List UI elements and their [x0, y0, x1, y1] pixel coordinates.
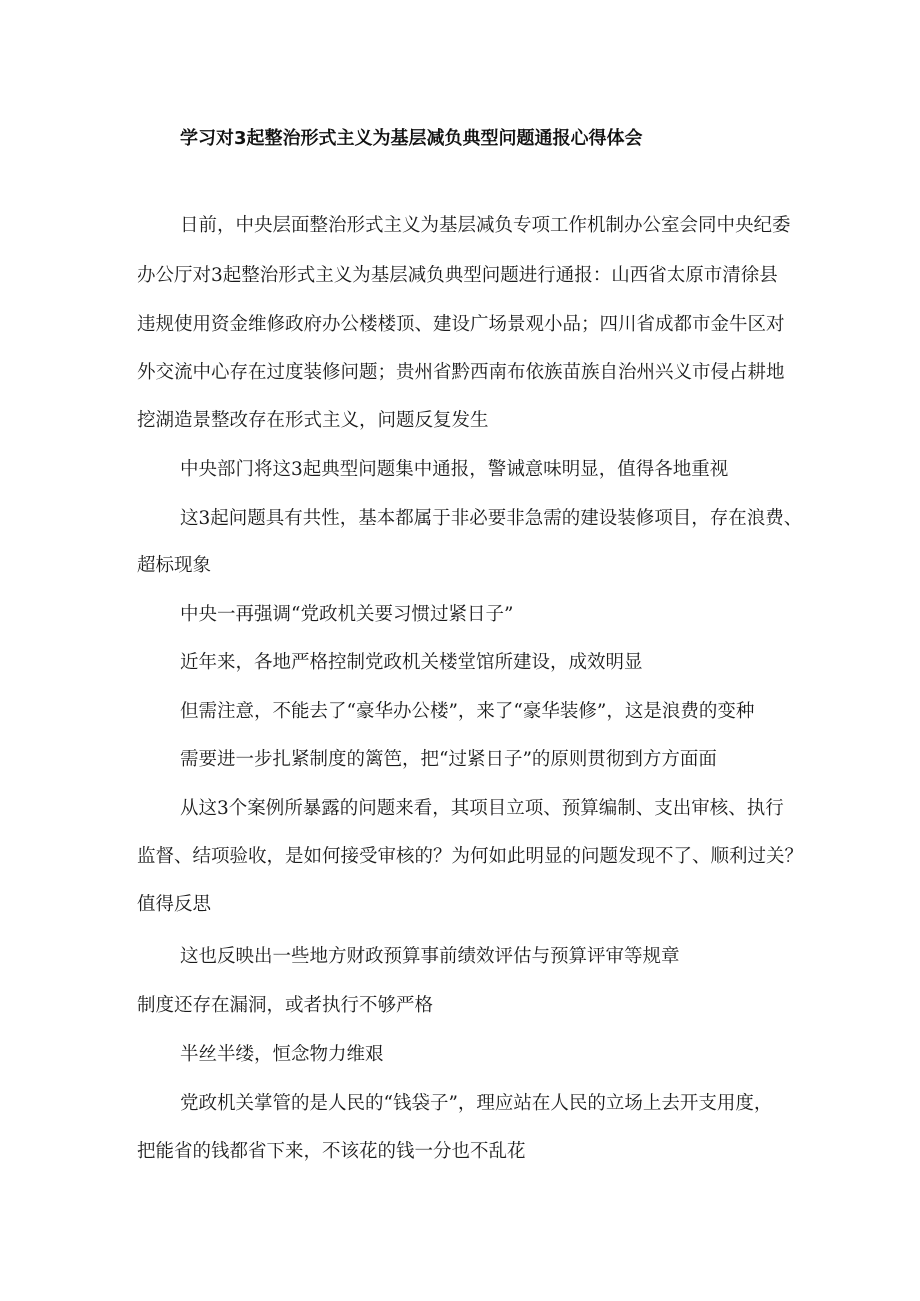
paragraph-line-9: 中央一再强调“党政机关要习惯过紧日子”: [180, 604, 514, 625]
paragraph-line-17: 制度还存在漏洞，或者执行不够严格: [137, 995, 434, 1016]
paragraph-line-18: 半丝半缕，恒念物力维艰: [180, 1044, 384, 1065]
paragraph-line-6: 中央部门将这3起典型问题集中通报，警诫意味明显，值得各地重视: [180, 459, 729, 480]
paragraph-line-2: 办公厅对3起整治形式主义为基层减负典型问题进行通报：山西省太原市清徐县: [137, 265, 778, 286]
paragraph-line-10: 近年来，各地严格控制党政机关楼堂馆所建设，成效明显: [180, 652, 643, 673]
paragraph-line-7: 这3起问题具有共性，基本都属于非必要非急需的建设装修项目，存在浪费、: [180, 508, 803, 529]
paragraph-line-8: 超标现象: [137, 555, 212, 576]
paragraph-line-13: 从这3个案例所暴露的问题来看，其项目立项、预算编制、支出审核、执行: [180, 798, 784, 819]
paragraph-line-20: 把能省的钱都省下来，不该花的钱一分也不乱花: [137, 1141, 526, 1162]
paragraph-line-5: 挖湖造景整改存在形式主义，问题反复发生: [137, 410, 489, 431]
paragraph-line-1: 日前，中央层面整治形式主义为基层减负专项工作机制办公室会同中央纪委: [180, 215, 791, 236]
paragraph-line-12: 需要进一步扎紧制度的篱笆，把“过紧日子”的原则贯彻到方方面面: [180, 749, 717, 770]
paragraph-line-16: 这也反映出一些地方财政预算事前绩效评估与预算评审等规章: [180, 946, 680, 967]
paragraph-line-15: 值得反思: [137, 894, 212, 915]
paragraph-line-19: 党政机关掌管的是人民的“钱袋子”，理应站在人民的立场上去开支用度，: [180, 1093, 773, 1114]
paragraph-line-11: 但需注意，不能去了“豪华办公楼”，来了“豪华装修”，这是浪费的变种: [180, 701, 755, 722]
paragraph-line-4: 外交流中心存在过度装修问题；贵州省黔西南布依族苗族自治州兴义市侵占耕地: [137, 362, 785, 383]
document-title: 学习对3起整治形式主义为基层减负典型问题通报心得体会: [180, 128, 643, 149]
paragraph-line-14: 监督、结项验收，是如何接受审核的？为何如此明显的问题发现不了、顺利过关？: [137, 846, 804, 867]
paragraph-line-3: 违规使用资金维修政府办公楼楼顶、建设广场景观小品；四川省成都市金牛区对: [137, 314, 785, 335]
